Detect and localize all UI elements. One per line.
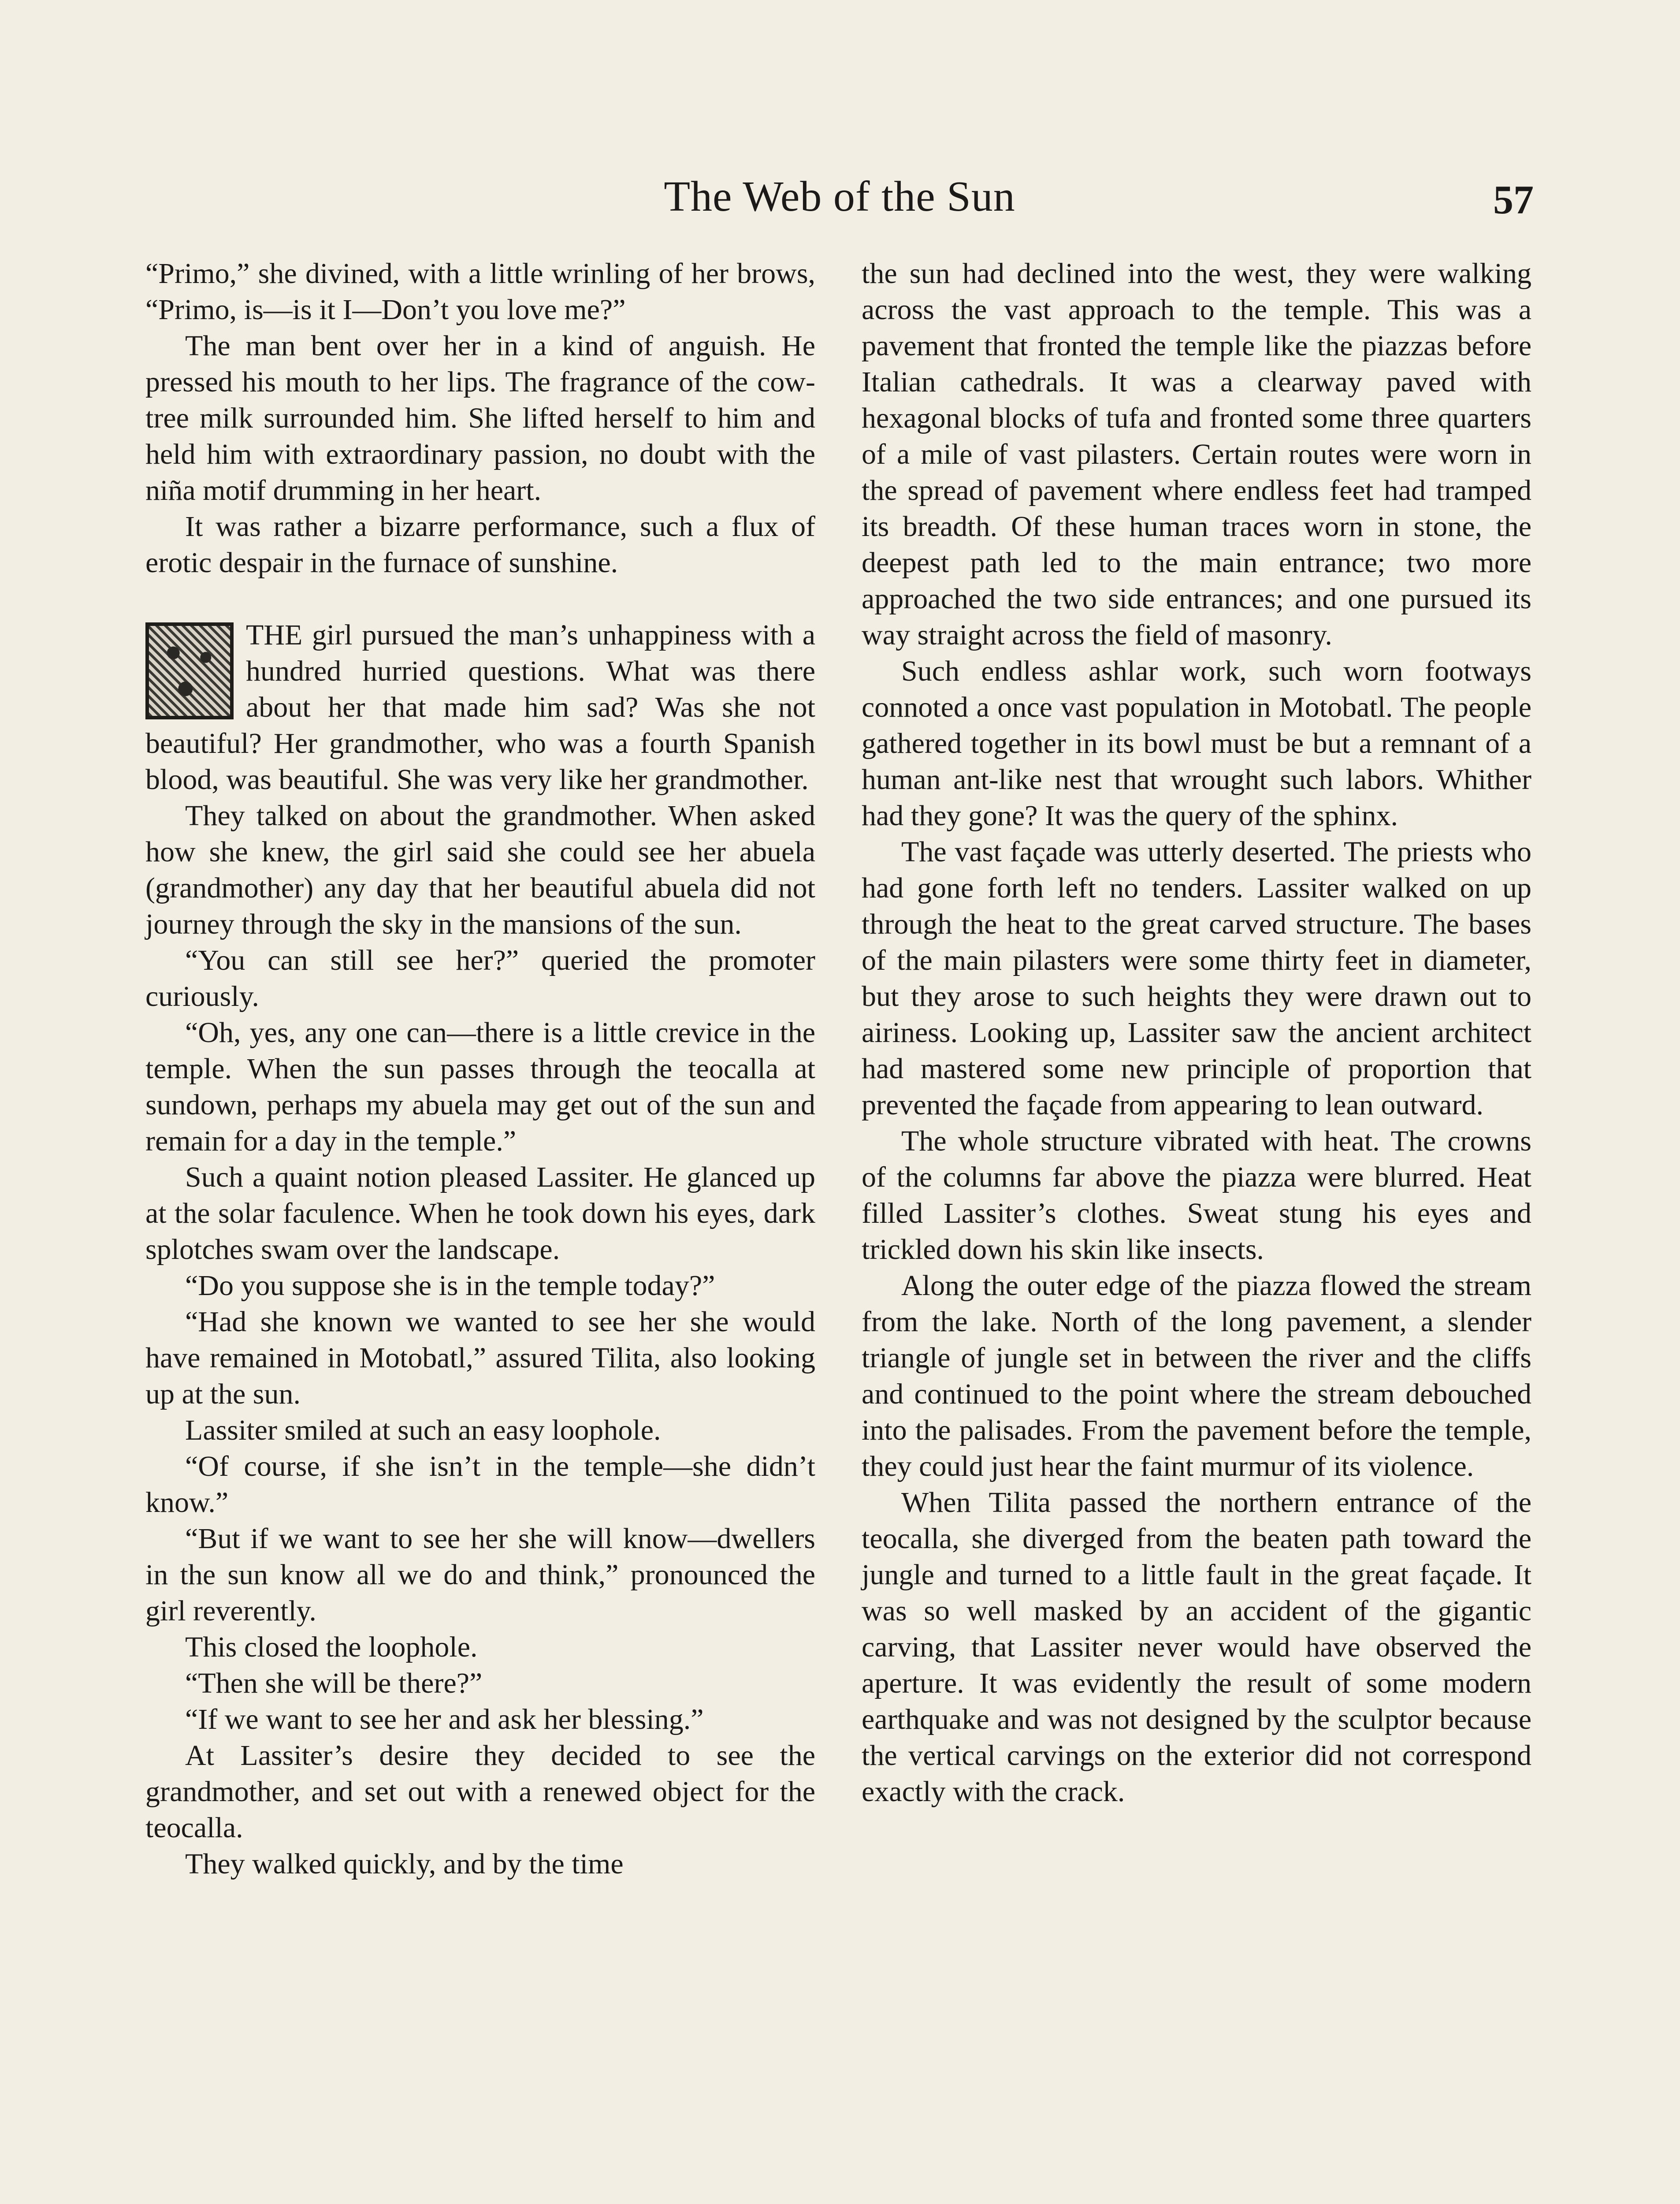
right-column: [862, 256, 1531, 1810]
left-column: [145, 256, 815, 1882]
paragraph: “Oh, yes, any one can—there is a little crevice in the temple. When the sun passes through the teocalla at sundown, perhaps my abuela may get out of the sun and remain for a day in the temple.”: [145, 1016, 815, 1157]
paragraph: When Tilita passed the northern entrance of the teocalla, she diverged from the beaten path toward the jungle and turned to a little fault in the great façade. It was so well masked by an accident of the gigantic carving, that Lassiter never would have observed the aperture. It was evidently the result of some modern earthquake and was not designed by the sculptor because the vertical carvings on the exterior did not correspond exactly with the crack.: [862, 1486, 1531, 1808]
paragraph: “Do you suppose she is in the temple today?”: [185, 1270, 715, 1302]
paragraph: “You can still see her?” queried the promoter curiously.: [145, 944, 815, 1013]
paragraph: Along the outer edge of the piazza flowed the stream from the lake. North of the long pavement, a slender triangle of jungle set in between the river and the cliffs and continued to the point where the stream debouched into the palisades. From the pavement before the temple, they could just hear the faint murmur of its violence.: [862, 1270, 1531, 1482]
paragraph: Such endless ashlar work, such worn footways connoted a once vast population in Motobatl. The people gathered together in its bowl must be but a remnant of a human ant-like nest that wrought such labors. Whither had they gone? It was the query of the sphinx.: [862, 655, 1531, 832]
section-break: [145, 581, 815, 617]
page-number: 57: [1493, 177, 1534, 222]
paragraph: The vast façade was utterly deserted. The priests who had gone forth left no tenders. Lassiter walked on up through the heat to the great carved structure. The bases of the main pilasters were some thirty feet in diameter, but they arose to such heights they were drawn out to airiness. Looking up, Lassiter saw the ancient architect had mastered some new principle of proportion that prevented the façade from appearing to lean outward.: [862, 836, 1531, 1121]
paragraph: The whole structure vibrated with heat. The crowns of the columns far above the piazza were blurred. Heat filled Lassiter’s clothes. Sweat stung his eyes and trickled down his skin like insects.: [862, 1125, 1531, 1266]
paragraph: Such a quaint notion pleased Lassiter. He glanced up at the solar faculence. When he took down his eyes, dark splotches swam over the landscape.: [145, 1161, 815, 1266]
paragraph: They talked on about the grandmother. When asked how she knew, the girl said she could see her abuela (grandmother) any day that her beautiful abuela did not journey through the sky in the mansions of the sun.: [145, 800, 815, 940]
paragraph: At Lassiter’s desire they decided to see the grandmother, and set out with a renewed object for the teocalla.: [145, 1739, 815, 1844]
paragraph: “Of course, if she isn’t in the temple—she didn’t know.”: [145, 1450, 815, 1519]
paragraph: This closed the loophole.: [185, 1631, 478, 1663]
paragraph: “If we want to see her and ask her blessing.”: [185, 1703, 704, 1735]
paragraph-text: THE girl pursued the man’s unhappiness with a hundred hurried questions. What was there about her that made him sad? Was she not beautiful? Her grandmother, who was a fourth Spanish blood, was beautiful. She was very like her grandmother.: [145, 619, 815, 796]
running-head: The Web of the Sun: [664, 173, 1015, 220]
paragraph: It was rather a bizarre performance, such a flux of erotic despair in the furnace of sunshine.: [145, 510, 815, 579]
paragraph: The man bent over her in a kind of anguish. He pressed his mouth to her lips. The fragrance of the cow-tree milk surrounded him. She lifted herself to him and held him with extraordinary passion, no doubt with the niña motif drumming in her heart.: [145, 330, 815, 506]
page-header: [145, 172, 1534, 225]
decorative-ornament-icon: [145, 622, 234, 719]
section-opening-paragraph: [145, 617, 815, 798]
paragraph: “Primo,” she divined, with a little wrinling of her brows, “Primo, is—is it I—Don’t you love me?”: [145, 257, 815, 326]
paragraph: “Then she will be there?”: [185, 1667, 483, 1699]
paragraph: They walked quickly, and by the time: [185, 1848, 624, 1880]
paragraph: “Had she known we wanted to see her she would have remained in Motobatl,” assured Tilita, also looking up at the sun.: [145, 1306, 815, 1410]
paragraph: Lassiter smiled at such an easy loophole.: [185, 1414, 661, 1446]
paragraph: the sun had declined into the west, they were walking across the vast approach to the temple. This was a pavement that fronted the temple like the piazzas before Italian cathedrals. It was a clearway paved with hexagonal blocks of tufa and fronted some three quarters of a mile of vast pilasters. Certain routes were worn in the spread of pavement where endless feet had tramped its breadth. Of these human traces worn in stone, the deepest path led to the main entrance; two more approached the two side entrances; and one pursued its way straight across the field of masonry.: [862, 257, 1531, 651]
paragraph: “But if we want to see her she will know—dwellers in the sun know all we do and think,” pronounced the girl reverently.: [145, 1523, 815, 1627]
